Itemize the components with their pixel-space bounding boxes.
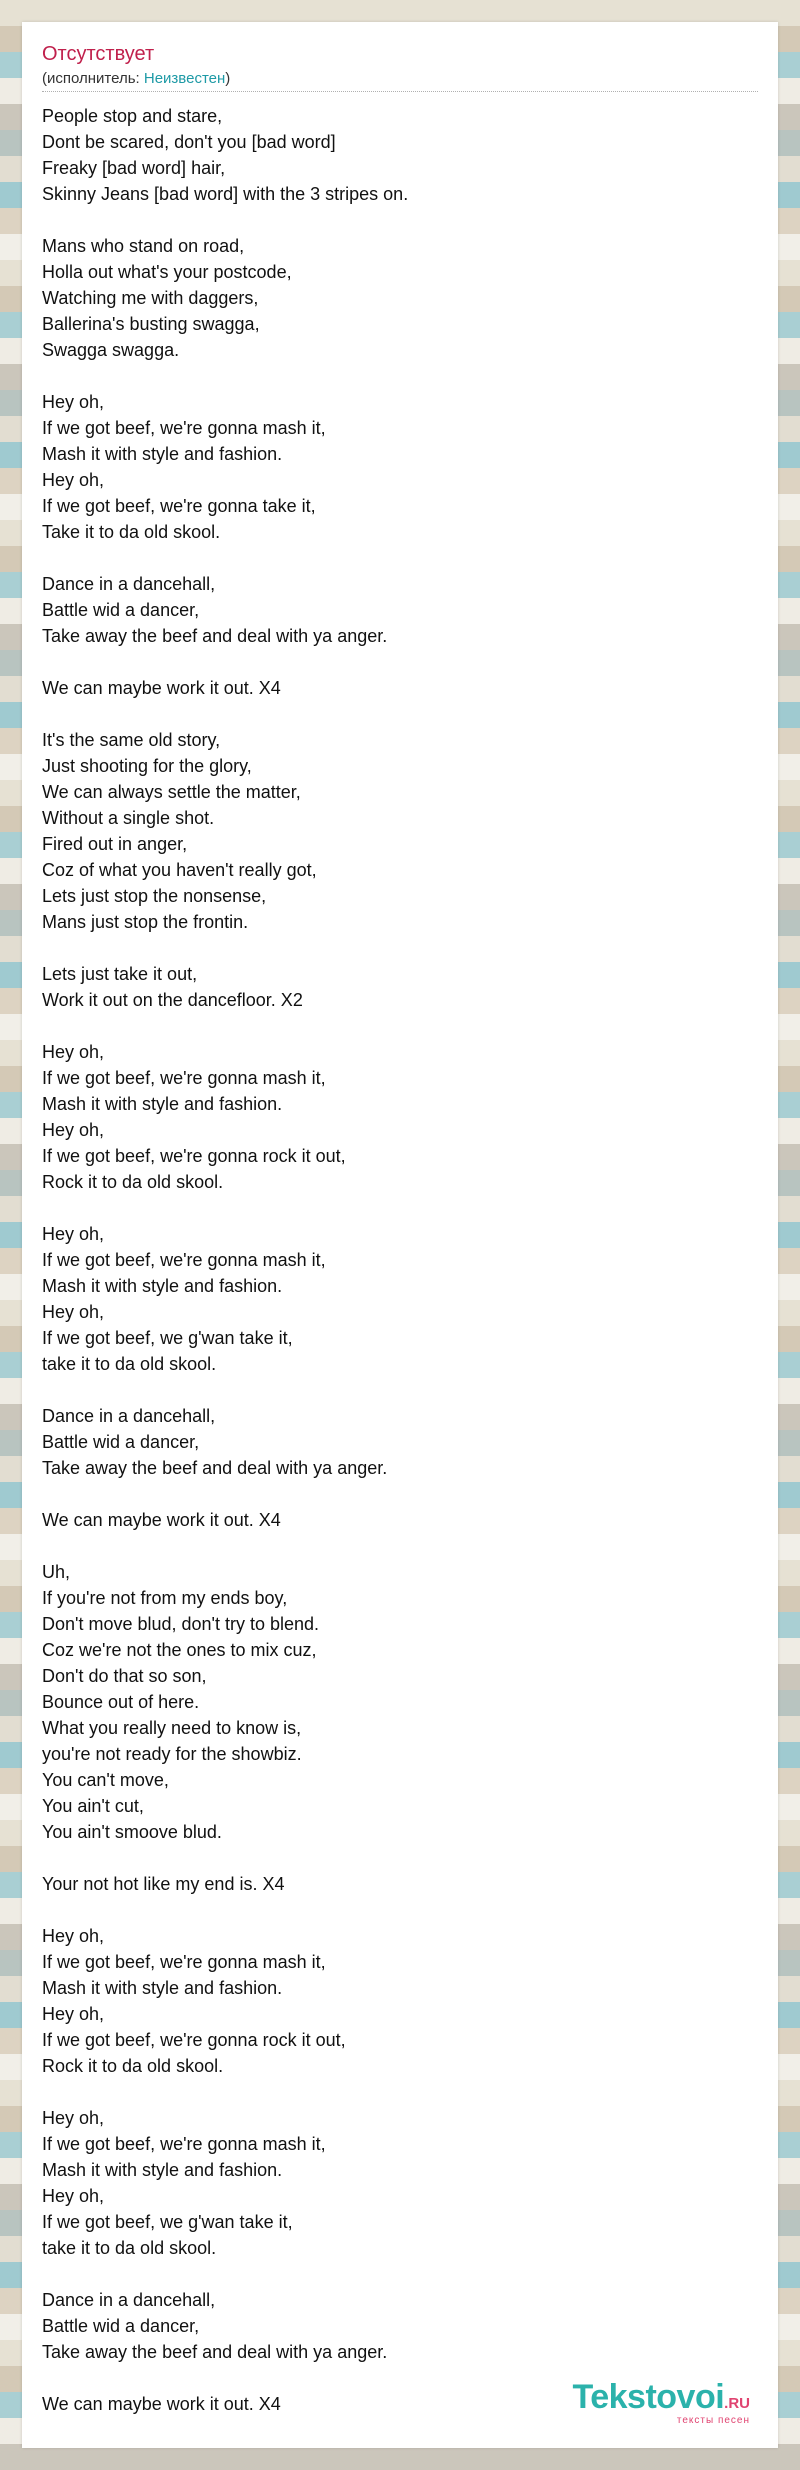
site-logo[interactable] bbox=[572, 2380, 750, 2426]
artist-line bbox=[42, 70, 230, 88]
artist-link[interactable]: Неизвестен bbox=[143, 70, 226, 87]
logo-tld: .RU bbox=[724, 2395, 750, 2412]
logo-tagline: тексты песен bbox=[676, 2415, 750, 2426]
lyrics-text: People stop and stare, Dont be scared, don't you [bad word] Freaky [bad word] hair, Skinny Jeans [bad word] with the 3 stripes on. Mans who stand on road, Holla out what's your postcode, Watching me with daggers, Ballerina's busting swagga, Swagga swagga. Hey oh, If we got beef, we're gonna mash it, Mash it with style and fashion. Hey oh, If we got beef, we're gonna take it, Take it to da old skool. Dance in a dancehall, Battle wid a dancer, Take away the beef and deal with ya anger. We can maybe work it out. X4 It's the same old story, Just shooting for the glory, We can always settle the matter, Without a single shot. Fired out in anger, Coz of what you haven't really got, Lets just stop the nonsense, Mans just stop the frontin. Lets just take it out, Work it out on the dancefloor. X2 Hey oh, If we got beef, we're gonna mash it, Mash it with style and fashion. Hey oh, If we got beef, we're gonna rock it out, Rock it to da old skool. Hey oh, If we got beef, we're gonna mash it, Mash it with style and fashion. Hey oh, If we got beef, we g'wan take it, take it to da old skool. Dance in a dancehall, Battle wid a dancer, Take away the beef and deal with ya anger. We can maybe work it out. X4 Uh, If you're not from my ends boy, Don't move blud, don't try to blend. Coz we're not the ones to mix cuz, Don't do that so son, Bounce out of here. What you really need to know is, you're not ready for the showbiz. You can't move, You ain't cut, You ain't smoove blud. Your not hot like my end is. X4 Hey oh, If we got beef, we're gonna mash it, Mash it with style and fashion. Hey oh, If we got beef, we're gonna rock it out, Rock it to da old skool. Hey oh, If we got beef, we're gonna mash it, Mash it with style and fashion. Hey oh, If we got beef, we g'wan take it, take it to da old skool. Dance in a dancehall, Battle wid a dancer, Take away the beef and deal with ya anger. We can maybe work it out. X4 bbox=[42, 106, 409, 2414]
song-title: Отсутствует bbox=[42, 43, 155, 65]
lyrics-card bbox=[22, 22, 778, 2448]
header-divider bbox=[42, 91, 758, 92]
logo-name: Tekstovoi bbox=[572, 2378, 725, 2416]
artist-suffix: ) bbox=[225, 70, 231, 87]
artist-prefix: (исполнитель: bbox=[42, 70, 144, 87]
